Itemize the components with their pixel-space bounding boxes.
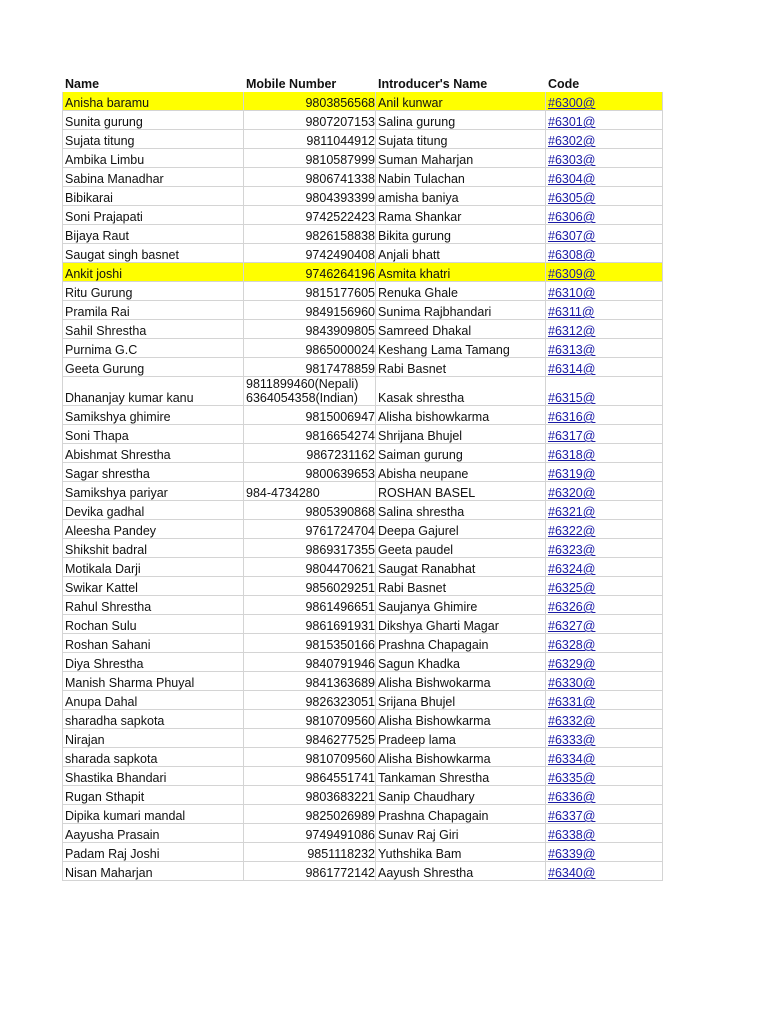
code-link[interactable]: #6311@ bbox=[548, 305, 595, 319]
cell-mobile: 9815177605 bbox=[244, 282, 376, 301]
code-link[interactable]: #6307@ bbox=[548, 229, 596, 243]
cell-mobile: 9810709560 bbox=[244, 710, 376, 729]
cell-code bbox=[546, 843, 663, 862]
cell-code bbox=[546, 710, 663, 729]
cell-mobile: 9742490408 bbox=[244, 244, 376, 263]
code-link[interactable]: #6332@ bbox=[548, 714, 596, 728]
code-link[interactable]: #6302@ bbox=[548, 134, 596, 148]
table-row bbox=[63, 615, 663, 634]
code-link[interactable]: #6315@ bbox=[548, 391, 596, 405]
table-row bbox=[63, 339, 663, 358]
cell-introducer: Saiman gurung bbox=[376, 444, 546, 463]
code-link[interactable]: #6322@ bbox=[548, 524, 596, 538]
cell-code bbox=[546, 577, 663, 596]
table-row bbox=[63, 358, 663, 377]
cell-name: Pramila Rai bbox=[63, 301, 244, 320]
cell-code bbox=[546, 672, 663, 691]
cell-name: Motikala Darji bbox=[63, 558, 244, 577]
cell-code bbox=[546, 263, 663, 282]
cell-code bbox=[546, 653, 663, 672]
table-row bbox=[63, 463, 663, 482]
cell-mobile: 9804470621 bbox=[244, 558, 376, 577]
cell-introducer: Sunima Rajbhandari bbox=[376, 301, 546, 320]
cell-name: Bibikarai bbox=[63, 187, 244, 206]
cell-introducer: Alisha Bishowkarma bbox=[376, 748, 546, 767]
cell-name: Rochan Sulu bbox=[63, 615, 244, 634]
cell-mobile: 9746264196 bbox=[244, 263, 376, 282]
table-row bbox=[63, 301, 663, 320]
cell-code bbox=[546, 225, 663, 244]
table-row bbox=[63, 225, 663, 244]
header-mobile: Mobile Number bbox=[246, 77, 337, 91]
cell-mobile: 9846277525 bbox=[244, 729, 376, 748]
cell-code bbox=[546, 282, 663, 301]
cell-mobile: 9804393399 bbox=[244, 187, 376, 206]
cell-mobile: 9815350166 bbox=[244, 634, 376, 653]
table-row bbox=[63, 482, 663, 501]
table-row bbox=[63, 263, 663, 282]
cell-introducer: Abisha neupane bbox=[376, 463, 546, 482]
table-row bbox=[63, 187, 663, 206]
code-link[interactable]: #6314@ bbox=[548, 362, 596, 376]
code-link[interactable]: #6319@ bbox=[548, 467, 596, 481]
cell-name: Abishmat Shrestha bbox=[63, 444, 244, 463]
cell-introducer: ROSHAN BASEL bbox=[376, 482, 546, 501]
cell-mobile: 9867231162 bbox=[244, 444, 376, 463]
cell-code bbox=[546, 767, 663, 786]
table-row bbox=[63, 444, 663, 463]
cell-code bbox=[546, 130, 663, 149]
cell-name: Padam Raj Joshi bbox=[63, 843, 244, 862]
cell-code bbox=[546, 339, 663, 358]
cell-introducer: Rabi Basnet bbox=[376, 577, 546, 596]
cell-introducer: Anil kunwar bbox=[376, 92, 546, 111]
table-row bbox=[63, 111, 663, 130]
cell-name: sharada sapkota bbox=[63, 748, 244, 767]
cell-code bbox=[546, 187, 663, 206]
cell-code bbox=[546, 691, 663, 710]
table-row bbox=[63, 691, 663, 710]
code-link[interactable]: #6323@ bbox=[548, 543, 596, 557]
cell-name: Devika gadhal bbox=[63, 501, 244, 520]
table-row bbox=[63, 748, 663, 767]
code-link[interactable]: #6301@ bbox=[548, 115, 596, 129]
cell-mobile: 9810709560 bbox=[244, 748, 376, 767]
cell-name: Aayusha Prasain bbox=[63, 824, 244, 843]
cell-name: Swikar Kattel bbox=[63, 577, 244, 596]
table-row bbox=[63, 805, 663, 824]
code-link[interactable]: #6304@ bbox=[548, 172, 596, 186]
cell-name: Manish Sharma Phuyal bbox=[63, 672, 244, 691]
cell-name: sharadha sapkota bbox=[63, 710, 244, 729]
cell-name: Sujata titung bbox=[63, 130, 244, 149]
table-row bbox=[63, 729, 663, 748]
cell-code bbox=[546, 482, 663, 501]
cell-code bbox=[546, 301, 663, 320]
table-row bbox=[63, 377, 663, 406]
cell-mobile: 9861772142 bbox=[244, 862, 376, 881]
cell-mobile: 9856029251 bbox=[244, 577, 376, 596]
code-link[interactable]: #6310@ bbox=[548, 286, 596, 300]
code-link[interactable]: #6330@ bbox=[548, 676, 596, 690]
table-row bbox=[63, 206, 663, 225]
cell-introducer: Salina gurung bbox=[376, 111, 546, 130]
code-link[interactable]: #6313@ bbox=[548, 343, 596, 357]
cell-mobile: 9803856568 bbox=[244, 92, 376, 111]
cell-name: Diya Shrestha bbox=[63, 653, 244, 672]
cell-code bbox=[546, 634, 663, 653]
cell-mobile: 9817478859 bbox=[244, 358, 376, 377]
cell-mobile: 9811044912 bbox=[244, 130, 376, 149]
cell-mobile: 9843909805 bbox=[244, 320, 376, 339]
table-row bbox=[63, 520, 663, 539]
cell-mobile-line: 9811899460(Nepali) bbox=[246, 377, 359, 391]
table-row bbox=[63, 653, 663, 672]
cell-name: Saugat singh basnet bbox=[63, 244, 244, 263]
table-row bbox=[63, 672, 663, 691]
table-row bbox=[63, 425, 663, 444]
cell-name: Aleesha Pandey bbox=[63, 520, 244, 539]
cell-name: Soni Thapa bbox=[63, 425, 244, 444]
cell-code bbox=[546, 111, 663, 130]
cell-name: Rugan Sthapit bbox=[63, 786, 244, 805]
table-row bbox=[63, 786, 663, 805]
cell-mobile: 9840791946 bbox=[244, 653, 376, 672]
code-link[interactable]: #6325@ bbox=[548, 581, 596, 595]
cell-name: Nisan Maharjan bbox=[63, 862, 244, 881]
cell-mobile: 9869317355 bbox=[244, 539, 376, 558]
cell-mobile: 9761724704 bbox=[244, 520, 376, 539]
cell-code bbox=[546, 520, 663, 539]
code-link[interactable]: #6337@ bbox=[548, 809, 596, 823]
cell-mobile: 9864551741 bbox=[244, 767, 376, 786]
cell-code bbox=[546, 862, 663, 881]
code-link[interactable]: #6317@ bbox=[548, 429, 596, 443]
cell-code bbox=[546, 824, 663, 843]
cell-code bbox=[546, 463, 663, 482]
cell-introducer: Keshang Lama Tamang bbox=[376, 339, 546, 358]
cell-mobile: 9803683221 bbox=[244, 786, 376, 805]
code-link[interactable]: #6306@ bbox=[548, 210, 596, 224]
cell-name: Nirajan bbox=[63, 729, 244, 748]
cell-name: Purnima G.C bbox=[63, 339, 244, 358]
code-link[interactable]: #6308@ bbox=[548, 248, 596, 262]
cell-mobile: 9810587999 bbox=[244, 149, 376, 168]
cell-code bbox=[546, 786, 663, 805]
cell-introducer: Pradeep lama bbox=[376, 729, 546, 748]
header-row bbox=[63, 71, 663, 92]
cell-code bbox=[546, 539, 663, 558]
cell-name: Roshan Sahani bbox=[63, 634, 244, 653]
code-link[interactable]: #6309@ bbox=[548, 267, 596, 281]
cell-name: Geeta Gurung bbox=[63, 358, 244, 377]
cell-name: Shastika Bhandari bbox=[63, 767, 244, 786]
code-link[interactable]: #6320@ bbox=[548, 486, 596, 500]
cell-code bbox=[546, 501, 663, 520]
table-row bbox=[63, 130, 663, 149]
cell-mobile: 9851118232 bbox=[244, 843, 376, 862]
table-row bbox=[63, 539, 663, 558]
cell-code bbox=[546, 168, 663, 187]
table-row bbox=[63, 577, 663, 596]
cell-code bbox=[546, 729, 663, 748]
cell-mobile: 9806741338 bbox=[244, 168, 376, 187]
cell-introducer: Srijana Bhujel bbox=[376, 691, 546, 710]
code-link[interactable]: #6316@ bbox=[548, 410, 596, 424]
cell-mobile: 9815006947 bbox=[244, 406, 376, 425]
cell-introducer: Dikshya Gharti Magar bbox=[376, 615, 546, 634]
cell-introducer: Bikita gurung bbox=[376, 225, 546, 244]
cell-mobile: 9826158838 bbox=[244, 225, 376, 244]
header-introducer: Introducer's Name bbox=[378, 77, 488, 91]
code-link[interactable]: #6329@ bbox=[548, 657, 596, 671]
cell-introducer: Saugat Ranabhat bbox=[376, 558, 546, 577]
cell-introducer: Nabin Tulachan bbox=[376, 168, 546, 187]
code-link[interactable]: #6321@ bbox=[548, 505, 596, 519]
cell-name: Samikshya pariyar bbox=[63, 482, 244, 501]
cell-mobile: 9742522423 bbox=[244, 206, 376, 225]
cell-mobile: 9861496651 bbox=[244, 596, 376, 615]
cell-code bbox=[546, 206, 663, 225]
cell-mobile: 9807207153 bbox=[244, 111, 376, 130]
cell-mobile bbox=[244, 377, 376, 406]
code-link[interactable]: #6312@ bbox=[548, 324, 596, 338]
cell-code bbox=[546, 425, 663, 444]
cell-mobile: 9816654274 bbox=[244, 425, 376, 444]
cell-mobile: 9749491086 bbox=[244, 824, 376, 843]
cell-introducer: Rabi Basnet bbox=[376, 358, 546, 377]
cell-introducer: Prashna Chapagain bbox=[376, 805, 546, 824]
cell-mobile: 9805390868 bbox=[244, 501, 376, 520]
table-row bbox=[63, 710, 663, 729]
cell-introducer: Tankaman Shrestha bbox=[376, 767, 546, 786]
cell-introducer: Renuka Ghale bbox=[376, 282, 546, 301]
code-link[interactable]: #6331@ bbox=[548, 695, 596, 709]
cell-introducer: Geeta paudel bbox=[376, 539, 546, 558]
cell-introducer: Yuthshika Bam bbox=[376, 843, 546, 862]
cell-name: Samikshya ghimire bbox=[63, 406, 244, 425]
table-row bbox=[63, 862, 663, 881]
cell-code bbox=[546, 805, 663, 824]
table-row bbox=[63, 634, 663, 653]
code-link[interactable]: #6300@ bbox=[548, 96, 596, 110]
cell-code bbox=[546, 444, 663, 463]
header-name: Name bbox=[65, 77, 100, 91]
cell-introducer: Sanip Chaudhary bbox=[376, 786, 546, 805]
code-link[interactable]: #6336@ bbox=[548, 790, 596, 804]
cell-introducer: Prashna Chapagain bbox=[376, 634, 546, 653]
cell-name: Sabina Manadhar bbox=[63, 168, 244, 187]
code-link[interactable]: #6339@ bbox=[548, 847, 596, 861]
cell-introducer: Alisha bishowkarma bbox=[376, 406, 546, 425]
table-row bbox=[63, 501, 663, 520]
cell-introducer: Suman Maharjan bbox=[376, 149, 546, 168]
code-link[interactable]: #6334@ bbox=[548, 752, 596, 766]
cell-introducer: Saujanya Ghimire bbox=[376, 596, 546, 615]
cell-code bbox=[546, 320, 663, 339]
cell-code bbox=[546, 596, 663, 615]
cell-name: Rahul Shrestha bbox=[63, 596, 244, 615]
code-link[interactable]: #6340@ bbox=[548, 866, 596, 880]
cell-code bbox=[546, 748, 663, 767]
cell-name: Dhananjay kumar kanu bbox=[63, 377, 244, 406]
table-row bbox=[63, 843, 663, 862]
code-link[interactable]: #6338@ bbox=[548, 828, 596, 842]
cell-code bbox=[546, 92, 663, 111]
cell-code bbox=[546, 615, 663, 634]
cell-introducer: Anjali bhatt bbox=[376, 244, 546, 263]
code-link[interactable]: #6318@ bbox=[548, 448, 596, 462]
cell-mobile: 9826323051 bbox=[244, 691, 376, 710]
cell-code bbox=[546, 406, 663, 425]
cell-code bbox=[546, 244, 663, 263]
cell-introducer: Salina shrestha bbox=[376, 501, 546, 520]
cell-name: Anisha baramu bbox=[63, 92, 244, 111]
code-link[interactable]: #6335@ bbox=[548, 771, 596, 785]
cell-name: Dipika kumari mandal bbox=[63, 805, 244, 824]
cell-introducer: Shrijana Bhujel bbox=[376, 425, 546, 444]
cell-mobile: 9800639653 bbox=[244, 463, 376, 482]
cell-code bbox=[546, 358, 663, 377]
cell-code bbox=[546, 377, 663, 406]
cell-name: Ambika Limbu bbox=[63, 149, 244, 168]
cell-code bbox=[546, 558, 663, 577]
cell-name: Sunita gurung bbox=[63, 111, 244, 130]
cell-mobile: 9825026989 bbox=[244, 805, 376, 824]
table-row bbox=[63, 596, 663, 615]
contacts-table bbox=[62, 70, 663, 881]
table-row bbox=[63, 149, 663, 168]
code-link[interactable]: #6328@ bbox=[548, 638, 596, 652]
code-link[interactable]: #6303@ bbox=[548, 153, 596, 167]
table-row bbox=[63, 767, 663, 786]
cell-name: Sahil Shrestha bbox=[63, 320, 244, 339]
cell-introducer: Aayush Shrestha bbox=[376, 862, 546, 881]
table-row bbox=[63, 406, 663, 425]
table-row bbox=[63, 244, 663, 263]
table-row bbox=[63, 558, 663, 577]
cell-code bbox=[546, 149, 663, 168]
cell-introducer: Sujata titung bbox=[376, 130, 546, 149]
cell-name: Sagar shrestha bbox=[63, 463, 244, 482]
cell-introducer: Sunav Raj Giri bbox=[376, 824, 546, 843]
header-code: Code bbox=[548, 77, 580, 91]
table-row bbox=[63, 92, 663, 111]
code-link[interactable]: #6327@ bbox=[548, 619, 596, 633]
cell-name: Ankit joshi bbox=[63, 263, 244, 282]
cell-mobile: 9849156960 bbox=[244, 301, 376, 320]
cell-introducer: Alisha Bishwokarma bbox=[376, 672, 546, 691]
cell-introducer: Rama Shankar bbox=[376, 206, 546, 225]
cell-name: Soni Prajapati bbox=[63, 206, 244, 225]
cell-introducer: Alisha Bishowkarma bbox=[376, 710, 546, 729]
cell-introducer: Kasak shrestha bbox=[376, 377, 546, 406]
cell-name: Bijaya Raut bbox=[63, 225, 244, 244]
cell-introducer: amisha baniya bbox=[376, 187, 546, 206]
cell-mobile: 9865000024 bbox=[244, 339, 376, 358]
cell-name: Anupa Dahal bbox=[63, 691, 244, 710]
code-link[interactable]: #6333@ bbox=[548, 733, 596, 747]
cell-mobile: 984-4734280 bbox=[244, 482, 376, 501]
code-link[interactable]: #6326@ bbox=[548, 600, 596, 614]
cell-name: Ritu Gurung bbox=[63, 282, 244, 301]
cell-name: Shikshit badral bbox=[63, 539, 244, 558]
table-row bbox=[63, 320, 663, 339]
cell-mobile: 9841363689 bbox=[244, 672, 376, 691]
cell-mobile: 9861691931 bbox=[244, 615, 376, 634]
table-row bbox=[63, 282, 663, 301]
cell-introducer: Asmita khatri bbox=[376, 263, 546, 282]
table-row bbox=[63, 168, 663, 187]
table-row bbox=[63, 824, 663, 843]
cell-mobile-line: 6364054358(Indian) bbox=[246, 391, 358, 405]
code-link[interactable]: #6324@ bbox=[548, 562, 596, 576]
cell-introducer: Sagun Khadka bbox=[376, 653, 546, 672]
code-link[interactable]: #6305@ bbox=[548, 191, 596, 205]
cell-introducer: Samreed Dhakal bbox=[376, 320, 546, 339]
cell-introducer: Deepa Gajurel bbox=[376, 520, 546, 539]
